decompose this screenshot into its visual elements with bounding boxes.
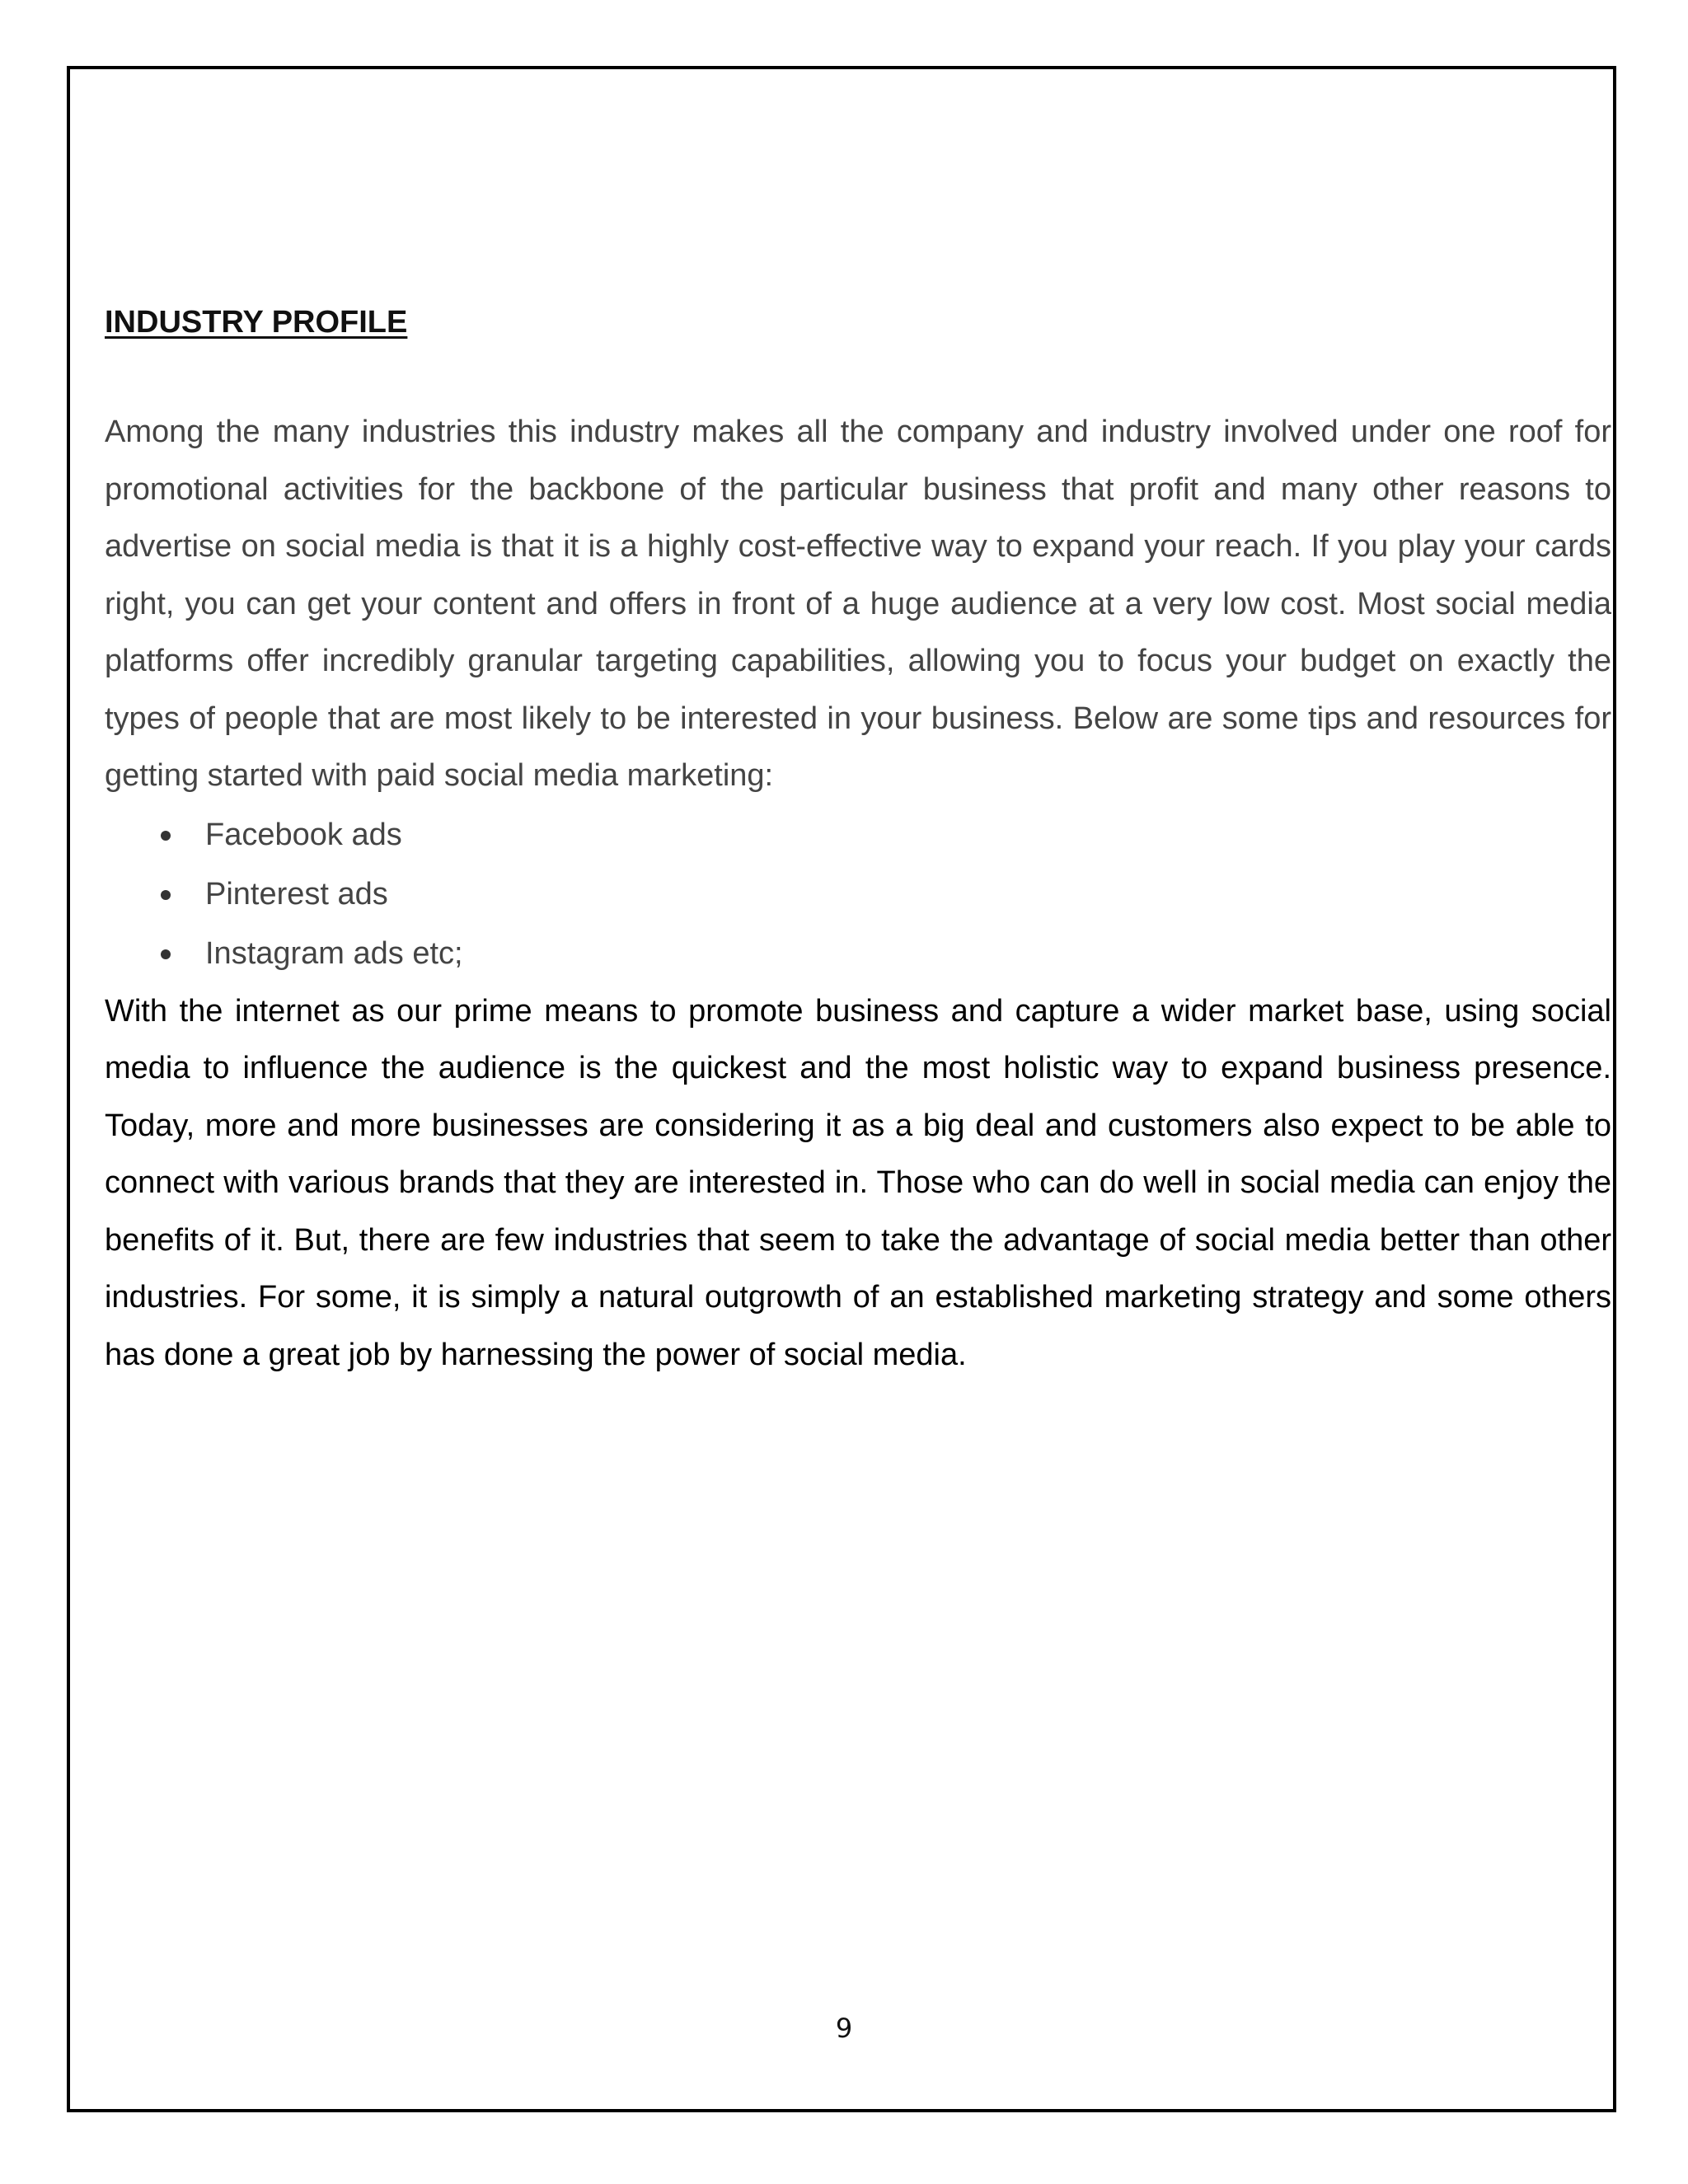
page-number: 9 (835, 2013, 853, 2044)
intro-paragraph: Among the many industries this industry makes all the company and industry involved under one roof for promotional activities for the backbone of the particular business that profit and many other reasons to advertise on social media is that it is a highly cost-effective way to expand your reach. If you play your cards right, you can get your content and offers in front of a huge audience at a very low cost. Most social media platforms offer incredibly granular targeting capabilities, allowing you to focus your budget on exactly the types of people that are most likely to be interested in your business. Below are some tips and resources for getting started with paid social media marketing: (105, 415, 1611, 793)
list-item (105, 924, 1611, 983)
list-item-text: Pinterest ads (205, 876, 388, 912)
bullet-icon (161, 831, 171, 841)
bullet-icon (161, 890, 171, 900)
bullet-icon (161, 949, 171, 959)
list-item-text: Facebook ads (205, 817, 402, 852)
list-item-text: Instagram ads etc; (205, 935, 463, 971)
body-paragraph: With the internet as our prime means to promote business and capture a wider market base, using social media to influence the audience is the quickest and the most holistic way to expand business presence. Today, more and more businesses are considering it as a big deal and customers also expect to be able to connect with various brands that they are interested in. Those who can do well in social media can enjoy the benefits of it. But, there are few industries that seem to take the advantage of social media better than other industries. For some, it is simply a natural outgrowth of an established marketing strategy and some others has done a great job by harnessing the power of social media. (105, 993, 1611, 1372)
bullet-list (105, 805, 1611, 983)
section-heading: INDUSTRY PROFILE (105, 305, 408, 340)
list-item (105, 865, 1611, 924)
document-content (105, 297, 1611, 1384)
list-item (105, 805, 1611, 865)
